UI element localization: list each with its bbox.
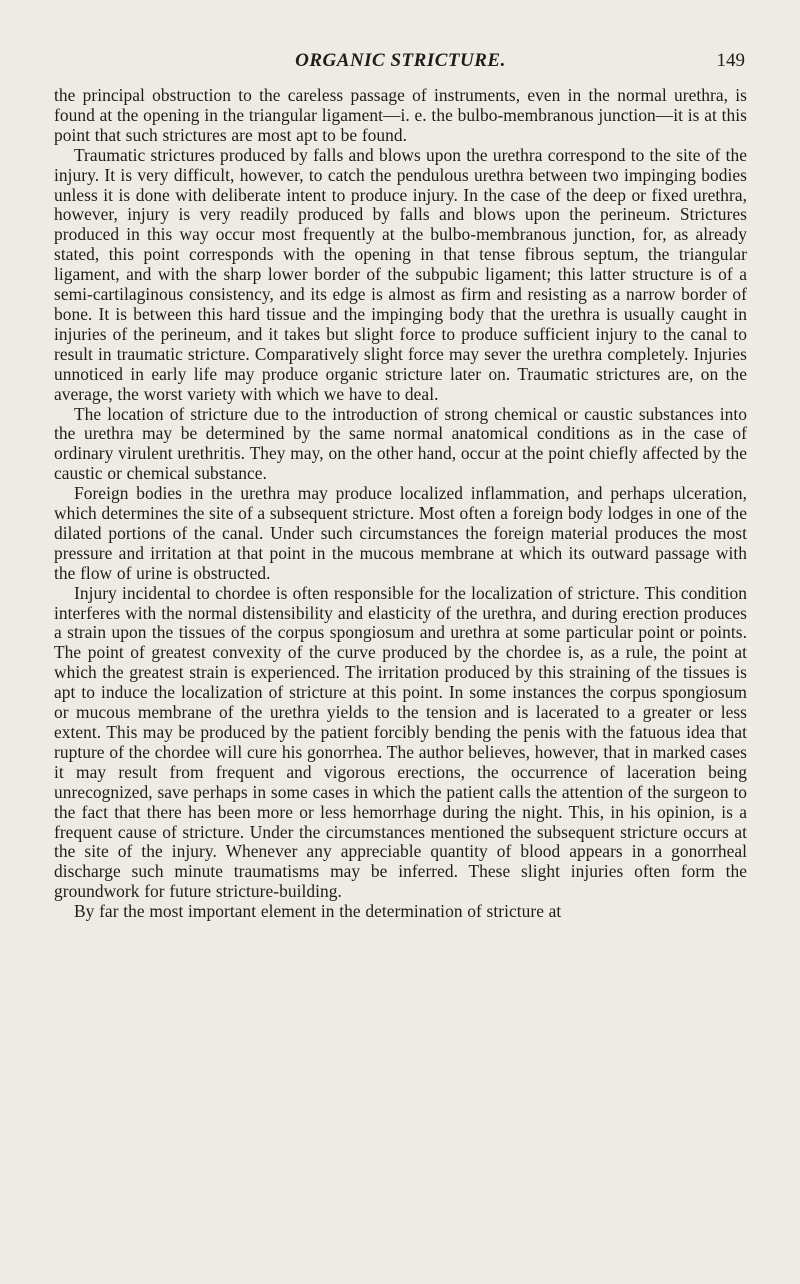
running-title: ORGANIC STRICTURE. [295, 50, 506, 71]
paragraph: the principal obstruction to the careless passage of instruments, even in the normal urethra, is found at the opening in the triangular ligament—i. e. the bulbo-membranous junction—it is at this point that such strictures are most apt to be found. [54, 85, 747, 145]
book-page [54, 50, 747, 922]
paragraph: Foreign bodies in the urethra may produce localized inflammation, and perhaps ulceration, which determines the site of a subsequent stricture. Most often a foreign body lodges in one of the dilated portions of the canal. Under such circumstances the foreign material produces the most pressure and irritation at that point in the mucous membrane at which its outward passage with the flow of urine is obstructed. [54, 483, 747, 583]
paragraph: Injury incidental to chordee is often responsible for the localization of stricture. This condition interferes with the normal distensibility and elasticity of the urethra, and during erection produces a strain upon the tissues of the corpus spongiosum and urethra at some particular point or points. The point of greatest convexity of the curve produced by the chordee is, as a rule, the point at which the greatest strain is experienced. The irritation produced by this straining of the tissues is apt to induce the localization of stricture at this point. In some instances the corpus spongiosum or mucous membrane of the urethra yields to the tension and is lacerated to a greater or less extent. This may be produced by the patient forcibly bending the penis with the fatuous idea that rupture of the chordee will cure his gonorrhea. The author believes, however, that in marked cases it may result from frequent and vigorous erections, the occurrence of laceration being unrecognized, save perhaps in some cases in which the patient calls the attention of the surgeon to the fact that there has been more or less hemorrhage during the night. This, in his opinion, is a frequent cause of stricture. Under the circumstances mentioned the subsequent stricture occurs at the site of the injury. Whenever any appreciable quantity of blood appears in a gonorrheal discharge such minute traumatisms may be inferred. These slight injuries often form the groundwork for future stricture-building. [54, 582, 747, 902]
page-number: 149 [716, 50, 745, 71]
page-header [54, 50, 747, 76]
body-text [54, 86, 747, 922]
paragraph: Traumatic strictures produced by falls and blows upon the urethra correspond to the site of the injury. It is very difficult, however, to catch the pendulous urethra between two impinging bodies unless it is done with deliberate intent to produce injury. In the case of the deep or fixed urethra, however, injury is very readily produced by falls and blows upon the perineum. Strictures produced in this way occur most frequently at the bulbo-membranous junction, for, as already stated, this point corresponds with the opening in that tense fibrous septum, the triangular ligament, and with the sharp lower border of the subpubic ligament; this latter structure is of a semi-cartilaginous consistency, and its edge is almost as firm and resisting as a narrow border of bone. It is between this hard tissue and the impinging body that the urethra is usually caught in injuries of the perineum, and it takes but slight force to produce sufficient injury to the canal to result in traumatic stricture. Comparatively slight force may sever the urethra completely. Injuries unnoticed in early life may produce organic stricture later on. Traumatic strictures are, on the average, the worst variety with which we have to deal. [54, 144, 747, 404]
paragraph: By far the most important element in the determination of stricture at [74, 901, 562, 922]
paragraph: The location of stricture due to the introduction of strong chemical or caustic substances into the urethra may be determined by the same normal anatomical conditions as in the case of ordinary virulent urethritis. They may, on the other hand, occur at the point chiefly affected by the caustic or chemical substance. [54, 403, 747, 484]
